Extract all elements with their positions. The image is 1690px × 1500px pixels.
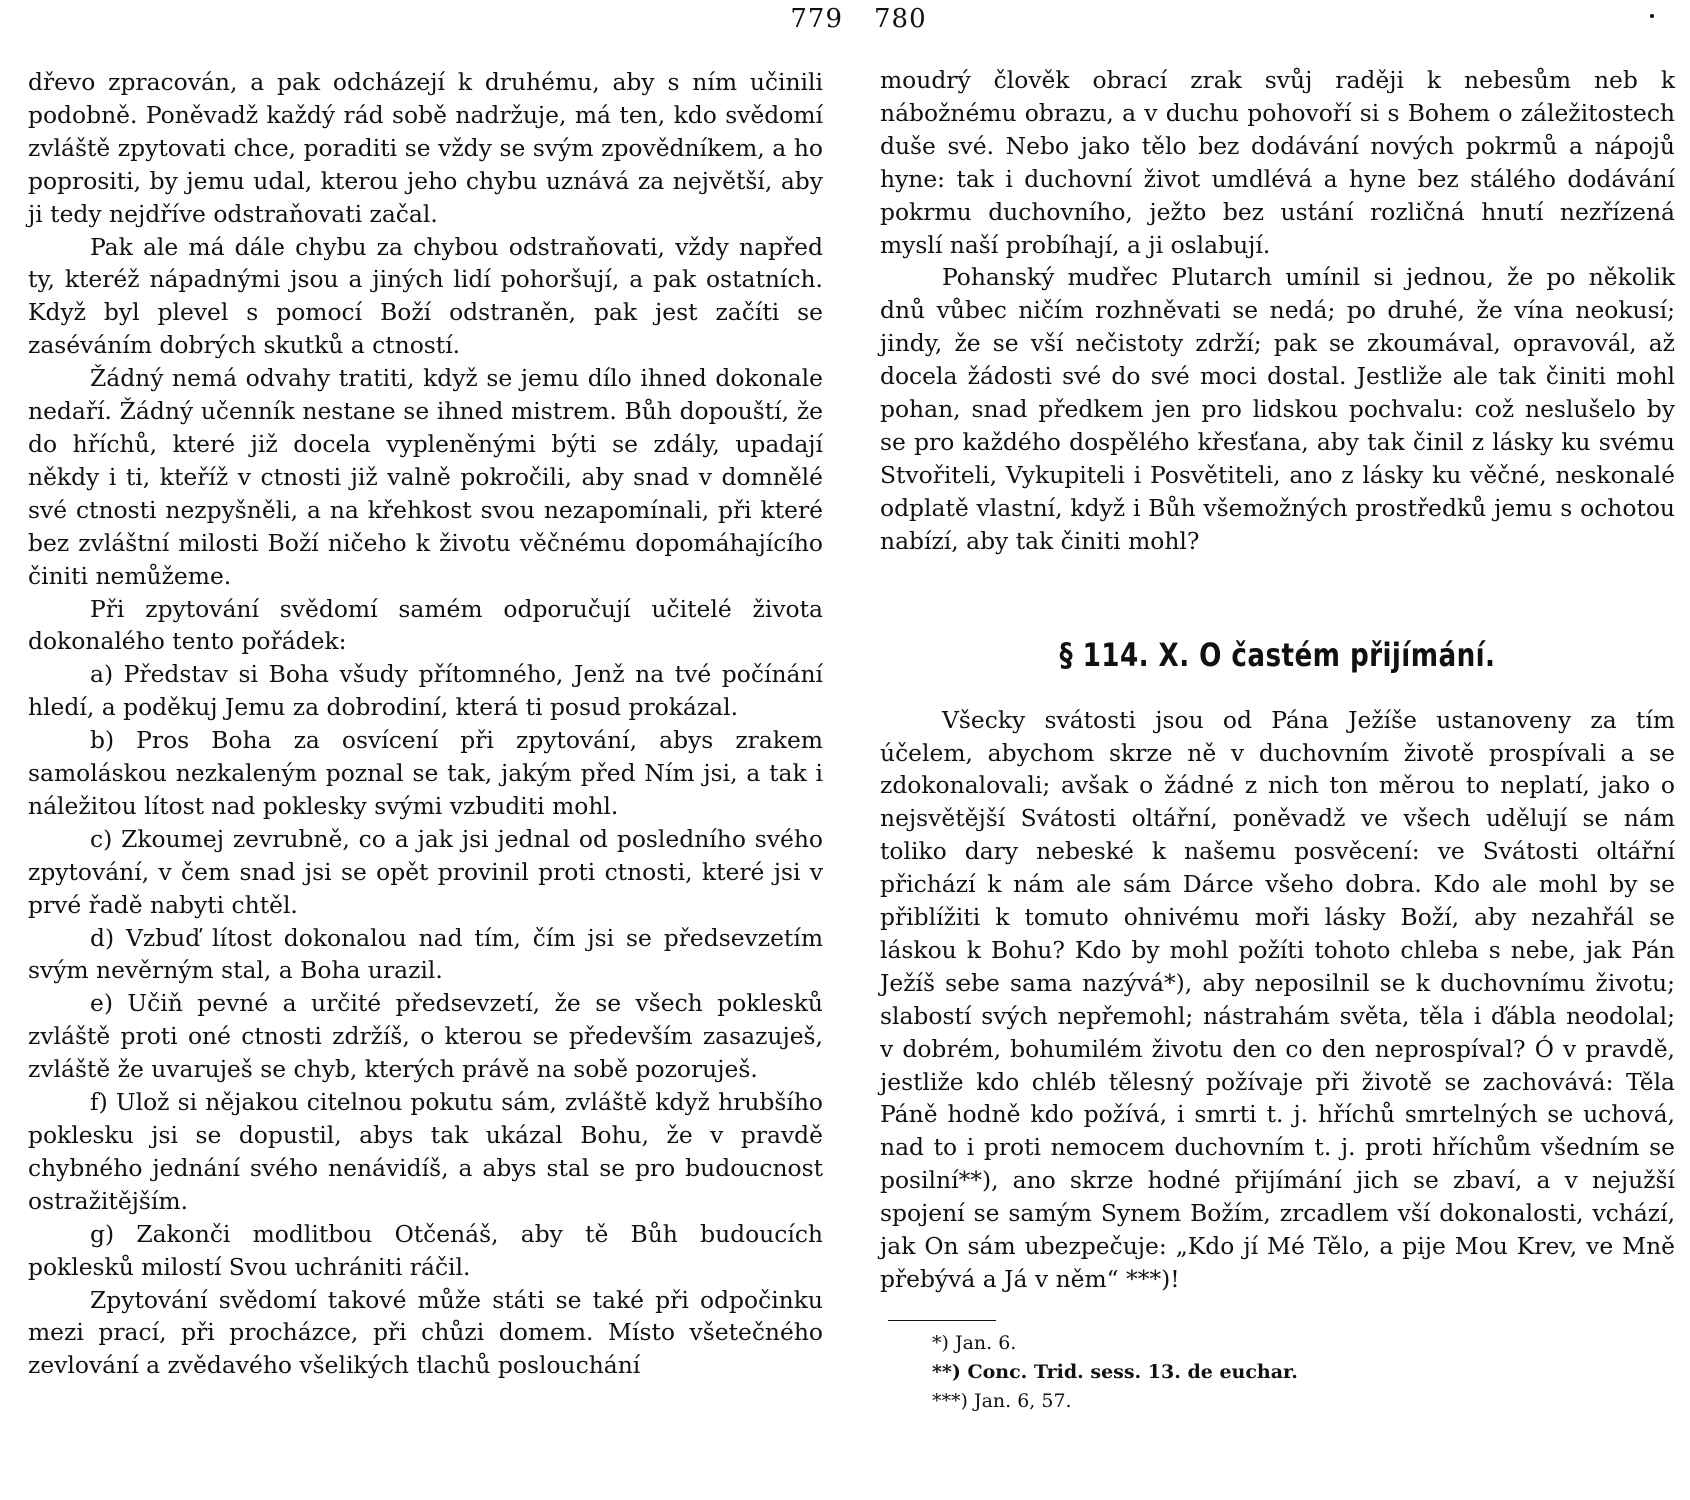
left-page-text bbox=[28, 66, 823, 1382]
right-page-text bbox=[880, 64, 1675, 1416]
footnote: **) Conc. Trid. sess. 13. de euchar. bbox=[932, 1360, 1298, 1383]
left-page bbox=[28, 0, 843, 1500]
paragraph: moudrý člověk obrací zrak svůj raději k nebesům neb k nábožnému obrazu, a v duchu pohovoří si s Bohem o záležitostech duše své. Nebo jako tělo bez dodávání nových pokrmů a nápojů hyne: tak i duchovní život umdlévá a hyne bez stálého dodávání pokrmu duchovního, ježto bez ustání rozličná hnutí nezřízená myslí naší probíhají, a ji oslabují. bbox=[880, 66, 1675, 259]
paragraph: Všecky svátosti jsou od Pána Ježíše ustanoveny za tím účelem, abychom skrze ně v duchovním životě prospívali a se zdokonalovali; avšak o žádné z nich ton měrou to neplatí, jako o nejsvětější Svátosti oltářní, poněvadž ve všech udělují se nám toliko dary nebeské k našemu posvěcení: ve Svátosti oltářní přichází k nám ale sám Dárce všeho dobra. Kdo ale mohl by se přiblížiti k tomuto ohnivému moři lásky Boží, aby nezahřál se láskou k Bohu? Kdo by mohl požíti tohoto chleba s nebe, jak Pán Ježíš sebe sama nazývá*), aby neposilnil se k duchovnímu životu; slabostí svých nepřemohl; nástrahám světa, těla i ďábla neodolal; v dobrém, bohumilém životu den co den neprospíval? Ó v pravdě, jestliže kdo chléb tělesný požívaje při životě se zachovává: Těla Páně hodně kdo požívá, i smrti t. j. hříchů smrtelných se uchová, nad to i proti nemocem duchovním t. j. proti hříchům všedním se posilní**), ano skrze hodné přijímání jich se zbaví, a v nejužší spojení se samým Synem Božím, zrcadlem vší dokonalosti, vchází, jak On sám ubezpečuje: „Kdo jí Mé Tělo, a pije Mou Krev, ve Mně přebývá a Já v něm“ ***)! bbox=[880, 705, 1675, 1293]
page-number: 780 bbox=[874, 4, 927, 34]
footnote-divider bbox=[888, 1320, 996, 1321]
paragraph: Pak ale má dále chybu za chybou odstraňovati, vždy napřed ty, kteréž nápadnými jsou a jiných lidí pohoršují, a pak ostatních. Když byl plevel s pomocí Boží odstraněn, pak jest začíti se zaséváním dobrých skutků a ctností. bbox=[28, 232, 823, 360]
paragraph: Pohanský mudřec Plutarch umínil si jednou, že po několik dnů vůbec ničím rozhněvati se nedá; po druhé, že vína neokusí; jindy, že se vší nečistoty zdrží; pak se zkoumával, opravovál, až docela žádosti své do své moci dostal. Jestliže ale tak činiti mohl pohan, snad předkem jen pro lidskou pochvalu: což neslušelo by se pro každého dospělého křesťana, aby tak činil z lásky ku svému Stvořiteli, Vykupiteli i Posvětiteli, ano z lásky ku věčné, neskonalé odplatě vlastní, když i Bůh všemožných prostředků jemu s ochotou nabízí, aby tak činiti mohl? bbox=[880, 263, 1675, 555]
list-item: f) Ulož si nějakou citelnou pokutu sám, zvláště když hrubšího poklesku jsi se dopustil, abys tak ukázal Bohu, že v pravdě chybného jednání svého nenávidíš, a abys stal se pro budoucnost ostražitějším. bbox=[28, 1088, 823, 1215]
footnote: *) Jan. 6. bbox=[932, 1331, 1017, 1354]
right-page bbox=[874, 0, 1675, 1500]
list-item: a) Představ si Boha všudy přítomného, Jenž na tvé počínání hledí, a poděkuj Jemu za dobrodiní, která ti posud prokázal. bbox=[28, 660, 823, 722]
list-item: d) Vzbuď lítost dokonalou nad tím, čím jsi se předsevzetím svým nevěrným stal, a Boha urazil. bbox=[28, 923, 823, 985]
list-item: c) Zkoumej zevrubně, co a jak jsi jednal od posledního svého zpytování, v čem snad jsi se opět provinil proti ctnosti, které jsi v prvé řadě nabyti chtěl. bbox=[28, 824, 823, 919]
paragraph: Při zpytování svědomí samém odporučují učitelé života dokonalého tento pořádek: bbox=[28, 594, 823, 656]
paragraph: dřevo zpracován, a pak odcházejí k druhému, aby s ním učinili podobně. Poněvadž každý rád sobě nadržuje, má ten, kdo svědomí zvláště zpytovati chce, poraditi se vždy se svým zpovědníkem, a ho poprositi, by jemu udal, kterou jeho chybu uznává za největší, aby ji tedy nejdříve odstraňovati začal. bbox=[28, 68, 823, 228]
list-item: g) Zakonči modlitbou Otčenáš, aby tě Bůh budoucích poklesků milostí Svou uchrániti ráčil. bbox=[28, 1219, 823, 1281]
list-item: b) Pros Boha za osvícení při zpytování, abys zrakem samoláskou nezkaleným poznal se tak, jakým před Ním jsi, a tak i náležitou lítost nad poklesky svými vzbuditi mohl. bbox=[28, 726, 823, 820]
paragraph: Žádný nemá odvahy tratiti, když se jemu dílo ihned dokonale nedaří. Žádný učenník nestane se ihned mistrem. Bůh dopouští, že do hříchů, které již docela vypleněnými býti se zdály, upadají někdy i ti, kteříž v ctnosti již valně pokročili, aby snad v domnělé své ctnosti nezpyšněli, a na křehkost svou nezapomínali, při které bez zvláštní milosti Boží ničeho k životu věčnému dopomáhajícího činiti nemůžeme. bbox=[28, 364, 823, 590]
section-heading: § 114. X. O častém přijímání. bbox=[1059, 635, 1496, 674]
paragraph: Zpytování svědomí takové může státi se také při odpočinku mezi prací, při procházce, při chůzi domem. Místo všetečného zevlování a zvědavého všelikých tlachů poslouchání bbox=[28, 1285, 823, 1380]
list-item: e) Učiň pevné a určité předsevzetí, že se všech poklesků zvláště proti oné ctnosti zdržíš, o kterou se především zasazuješ, zvláště že uvaruješ se chyb, kterých právě na sobě pozoruješ. bbox=[28, 989, 823, 1084]
page-number: 779 bbox=[790, 4, 843, 34]
footnote: ***) Jan. 6, 57. bbox=[932, 1389, 1072, 1412]
print-speck bbox=[1650, 14, 1654, 18]
